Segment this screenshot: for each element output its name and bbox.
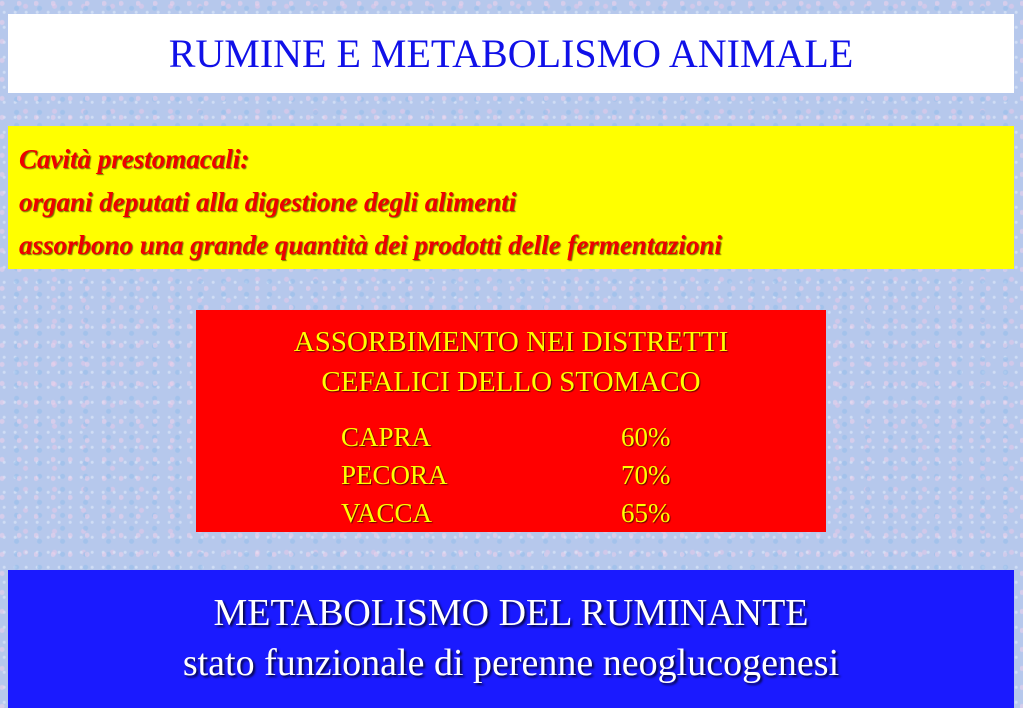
intro-panel [8, 126, 1014, 269]
absorption-percent: 60% [621, 421, 671, 452]
animal-name: CAPRA [341, 421, 432, 452]
metabolism-panel [8, 570, 1014, 708]
intro-line-1: Cavità prestomacali: [19, 144, 250, 174]
animal-name: VACCA [341, 497, 433, 528]
animal-name: PECORA [341, 459, 448, 490]
absorption-panel [196, 310, 826, 532]
intro-line-3: assorbono una grande quantità dei prodotti delle fermentazioni [19, 230, 722, 260]
absorption-table [341, 418, 671, 532]
absorption-heading-line-1: ASSORBIMENTO NEI DISTRETTI [293, 326, 729, 358]
absorption-row-capra [341, 418, 671, 456]
absorption-percent: 70% [621, 459, 671, 490]
absorption-row-vacca [341, 494, 671, 532]
absorption-row-pecora [341, 456, 671, 494]
absorption-heading-line-2: CEFALICI DELLO STOMACO [321, 366, 701, 398]
intro-line-2: organi deputati alla digestione degli alimenti [19, 187, 517, 217]
title-banner [8, 14, 1014, 93]
metabolism-subtitle: stato funzionale di perenne neoglucogenesi [182, 642, 840, 684]
metabolism-title: METABOLISMO DEL RUMINANTE [213, 592, 809, 634]
page-title: RUMINE E METABOLISMO ANIMALE [168, 30, 854, 76]
absorption-percent: 65% [621, 497, 671, 528]
